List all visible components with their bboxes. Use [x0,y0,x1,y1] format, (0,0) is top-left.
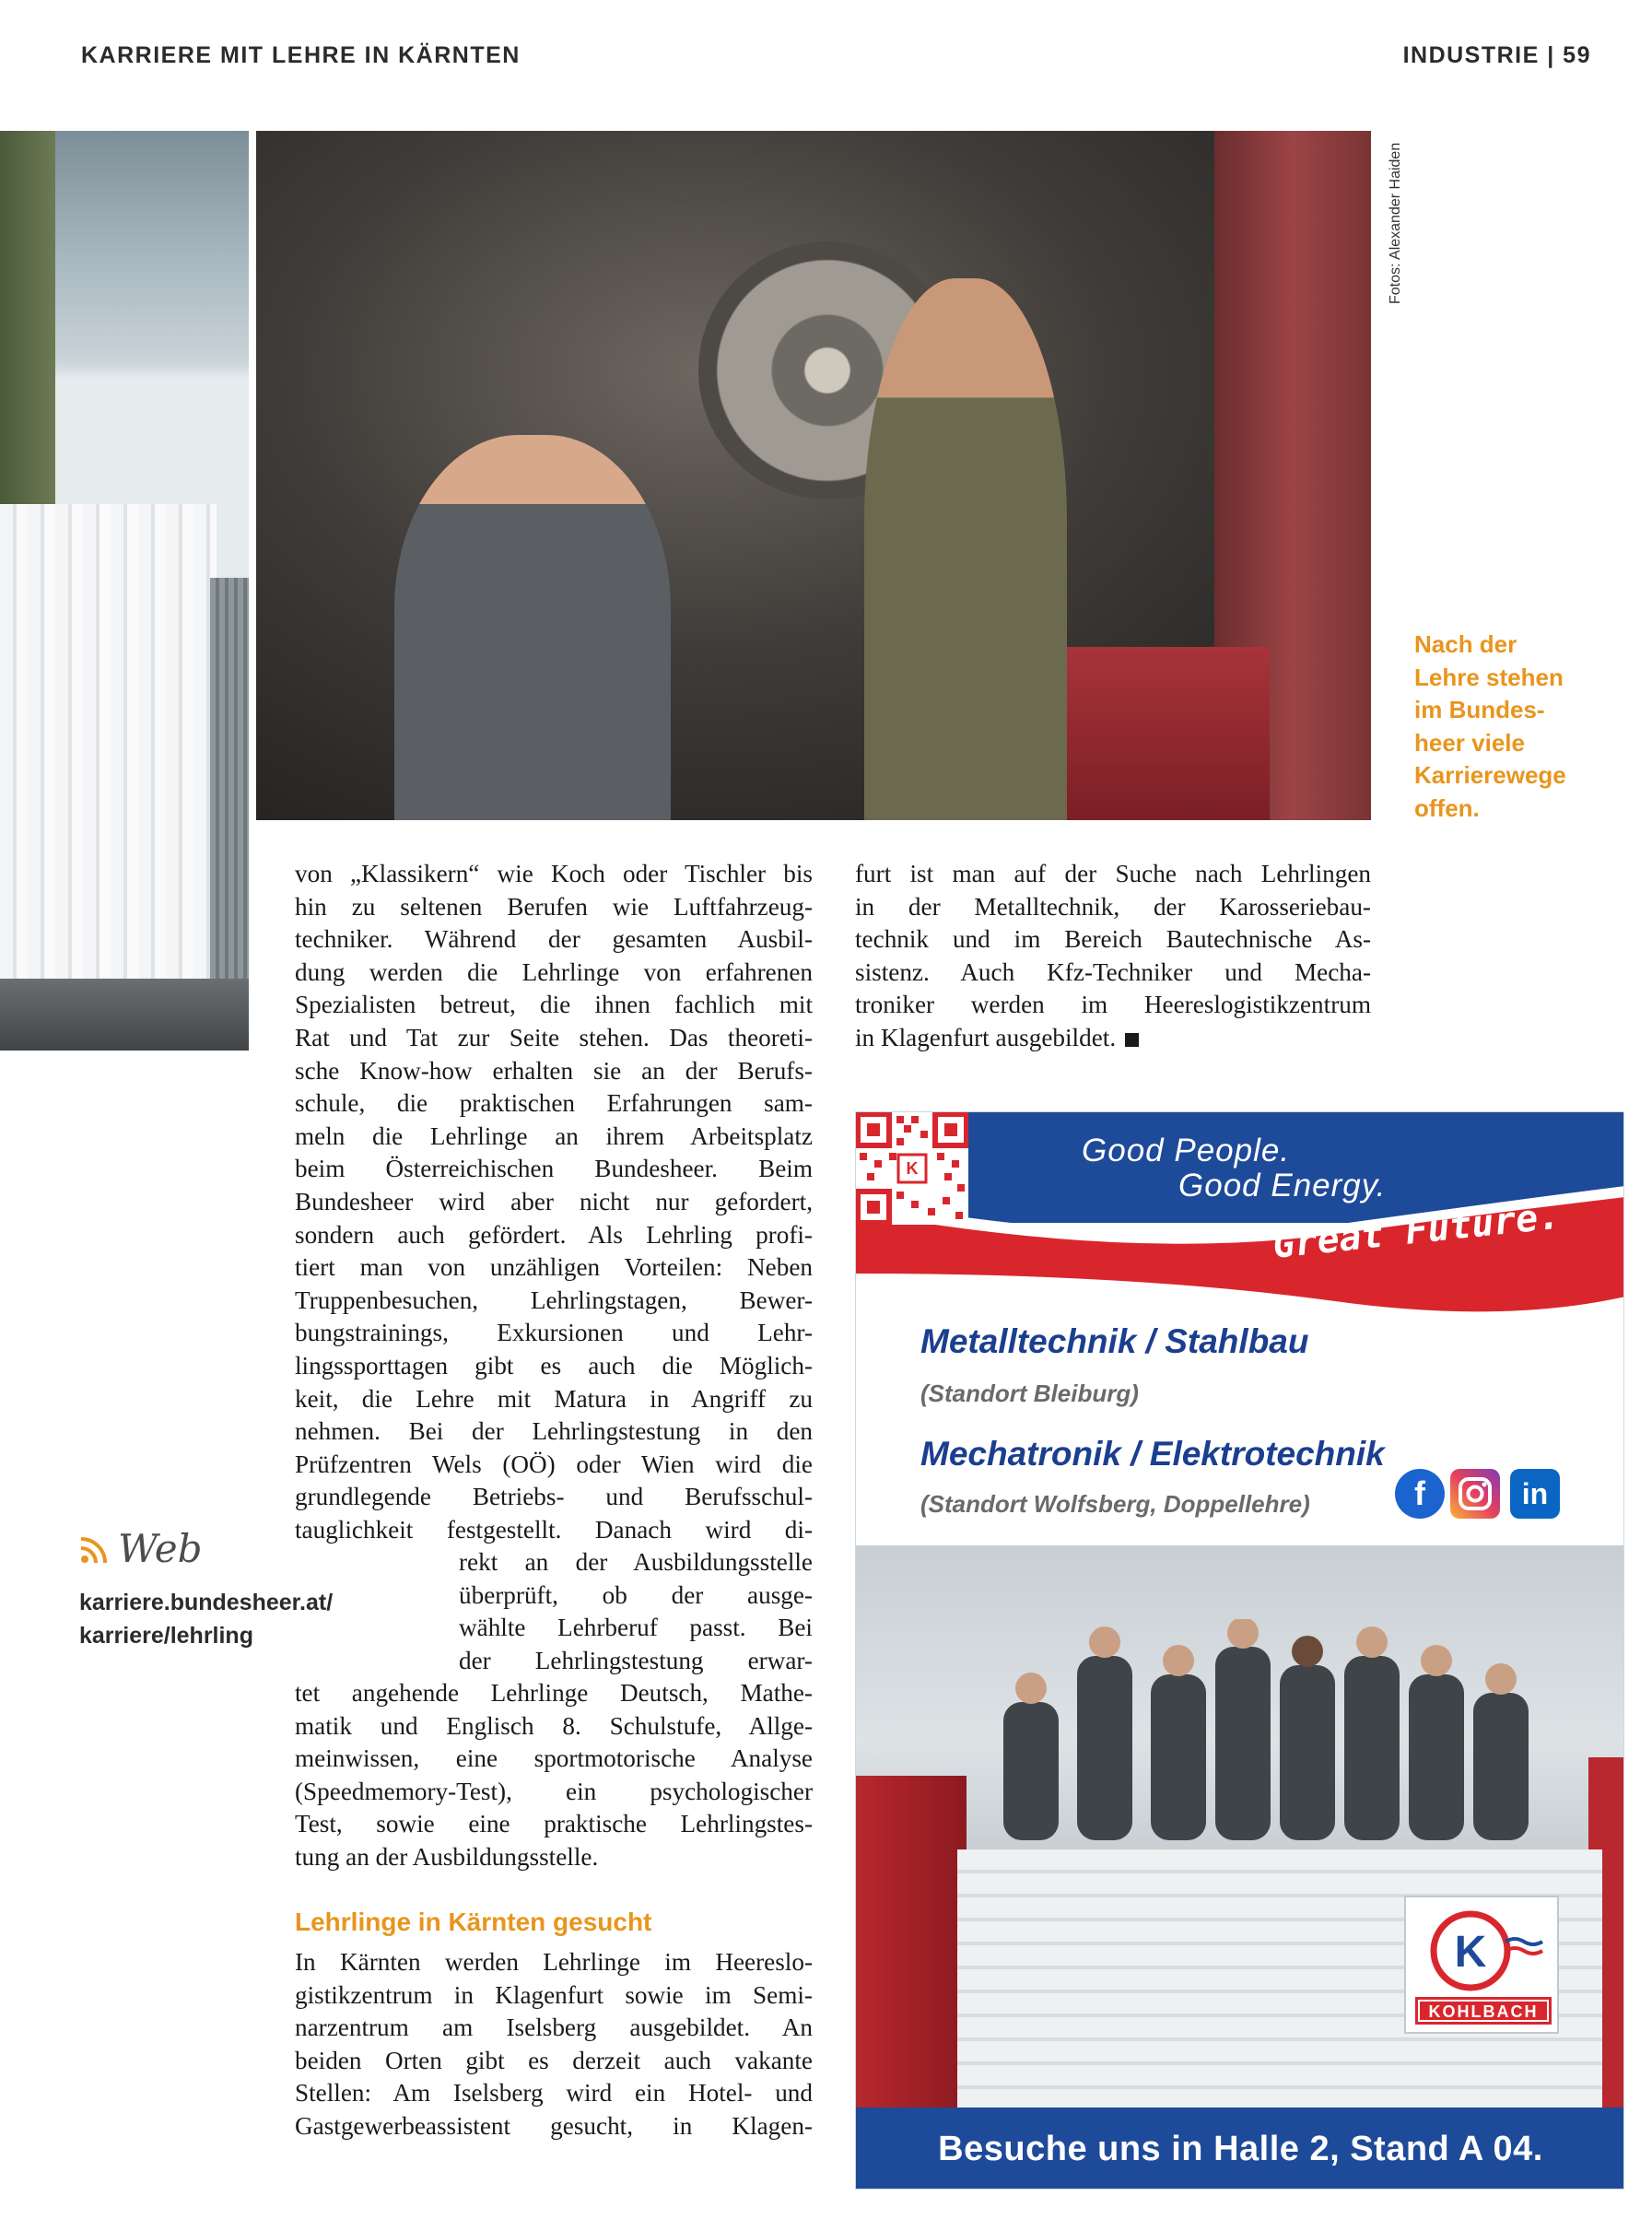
article-line: keit, die Lehre mit Matura in Angriff zu [295,1384,813,1413]
article-column-1-indented [459,1546,813,1677]
ad-team-photo [856,1545,1624,2190]
ad-banner [856,1112,1624,1518]
article-subhead: Lehrlinge in Kärnten gesucht [295,1908,652,1936]
article-line: Bundesheer wird aber nicht nur gefordert, [295,1187,813,1215]
article-line: bungstrainings, Exkursionen und Lehr- [295,1319,813,1347]
article-line: von „Klassikern“ wie Koch oder Tischler bis [295,860,813,887]
article-line: hin zu seltenen Berufen wie Luftfahrzeug- [295,892,813,921]
article-line: sondern auch gefördert. Als Lehrling profi- [295,1220,813,1249]
photo-credit: Fotos: Alexander Haiden [1388,142,1403,304]
article-line: schule, die praktischen Erfahrungen sam- [295,1089,813,1118]
article-line: rekt an der Ausbildungsstelle [459,1548,813,1576]
end-mark-icon [1125,1033,1139,1047]
article-line: der Lehrlingstestung erwar- [459,1646,813,1674]
article-line: in der Metalltechnik, der Karosseriebau- [855,892,1371,921]
ad-service-metalltechnik: Metalltechnik / Stahlbau [920,1322,1309,1360]
article-line: tung an der Ausbildungsstelle. [295,1842,599,1871]
article-line: grundlegende Betriebs- und Berufsschul- [295,1483,813,1511]
article-column-1-tail [295,1677,813,1874]
ad-footer-banner: Besuche uns in Halle 2, Stand A 04. [856,2107,1624,2190]
ad-location-wolfsberg: (Standort Wolfsberg, Doppellehre) [920,1490,1310,1518]
rss-icon [79,1533,111,1565]
kohlbach-logo-plate [1404,1896,1559,2034]
qr-code-icon[interactable] [856,1112,968,1225]
ad-service-mechatronik: Mechatronik / Elektrotechnik [920,1435,1385,1473]
svg-text:K: K [906,1159,919,1178]
article-line: tet angehende Lehrlinge Deutsch, Mathe- [295,1679,813,1707]
apprentices-group [985,1619,1556,1877]
article-line: technik und im Bereich Bautechnische As- [855,925,1371,954]
article-line: narzentrum am Iselsberg ausgebildet. An [295,2014,813,2042]
article-line: beiden Orten gibt es derzeit auch vakante [295,2046,813,2074]
article-line: überprüft, ob der ausge- [459,1580,813,1609]
article-line: matik und Englisch 8. Schulstufe, Allge- [295,1711,813,1740]
instagram-icon[interactable] [1450,1469,1500,1519]
article-line: nehmen. Bei der Lehrlingstestung in den [295,1417,813,1446]
article-column-2 [855,858,1371,1055]
article-column-1-after [295,1946,813,2143]
article-line: lingssporttagen gibt es auch die Möglich- [295,1351,813,1380]
article-line: techniker. Während der gesamten Ausbil- [295,925,813,954]
article-line: Stellen: Am Iselsberg wird ein Hotel- und [295,2079,813,2107]
ad-location-bleiburg: (Standort Bleiburg) [920,1380,1139,1407]
article-line: troniker werden im Heereslogistikzentrum [855,991,1371,1019]
article-line: tauglichkeit festgestellt. Danach wird di- [295,1515,813,1544]
ad-slogan-2: Good Energy. [1178,1168,1387,1203]
photo-caption: Nach der Lehre stehen im Bundes- heer viele Karrierewege offen. [1414,630,1566,822]
container-photo [0,131,249,1051]
article-line: Gastgewerbeassistent gesucht, in Klagen- [295,2111,813,2140]
ad-slogan-1: Good People. [1082,1133,1291,1168]
web-link[interactable]: karriere.bundesheer.at/ karriere/lehrling [79,1590,334,1649]
svg-text:KOHLBACH: KOHLBACH [1428,2002,1539,2021]
facebook-icon[interactable]: f [1395,1469,1445,1519]
article-line: wählte Lehrberuf passt. Bei [459,1614,813,1642]
article-line: In Kärnten werden Lehrlinge im Heereslo- [295,1948,813,1976]
article-line: in Klagenfurt ausgebildet. [855,1022,1371,1055]
workshop-photo [256,131,1371,820]
web-title: Web [118,1526,203,1571]
article-line: dung werden die Lehrlinge von erfahrenen [295,957,813,986]
web-box [79,1526,356,1652]
kohlbach-advertisement [855,1111,1624,2190]
article-line: sche Know-how erhalten sie an der Berufs- [295,1056,813,1085]
running-header-section: KARRIERE MIT LEHRE IN KÄRNTEN [81,42,521,68]
article-line: beim Österreichischen Bundesheer. Beim [295,1155,813,1183]
running-header-page: INDUSTRIE | 59 [1402,42,1591,68]
ad-slogan-3: Great Future. [1271,1194,1563,1267]
article-column-1 [295,858,813,1546]
article-line: Rat und Tat zur Seite stehen. Das theoreti- [295,1023,813,1051]
article-line: Spezialisten betreut, die ihnen fachlich mit [295,991,813,1019]
article-line: furt ist man auf der Suche nach Lehrlingen [855,860,1371,887]
article-line: (Speedmemory-Test), ein psychologischer [295,1777,813,1805]
article-line: gistikzentrum in Klagenfurt sowie im Semi- [295,1980,813,2009]
article-line: meln die Lehrlinge an ihrem Arbeitsplatz [295,1121,813,1150]
article-line: meinwissen, eine sportmotorische Analyse [295,1744,813,1773]
linkedin-icon[interactable]: in [1510,1469,1560,1519]
article-line: Truppenbesuchen, Lehrlingstagen, Bewer- [295,1286,813,1314]
svg-text:K: K [1454,1928,1487,1977]
article-line: sistenz. Auch Kfz-Techniker und Mecha- [855,957,1371,986]
article-line: Test, sowie eine praktische Lehrlingstes- [295,1810,813,1838]
article-line: Prüfzentren Wels (OÖ) oder Wien wird die [295,1450,813,1478]
article-line: tiert man von unzähligen Vorteilen: Neben [295,1253,813,1282]
